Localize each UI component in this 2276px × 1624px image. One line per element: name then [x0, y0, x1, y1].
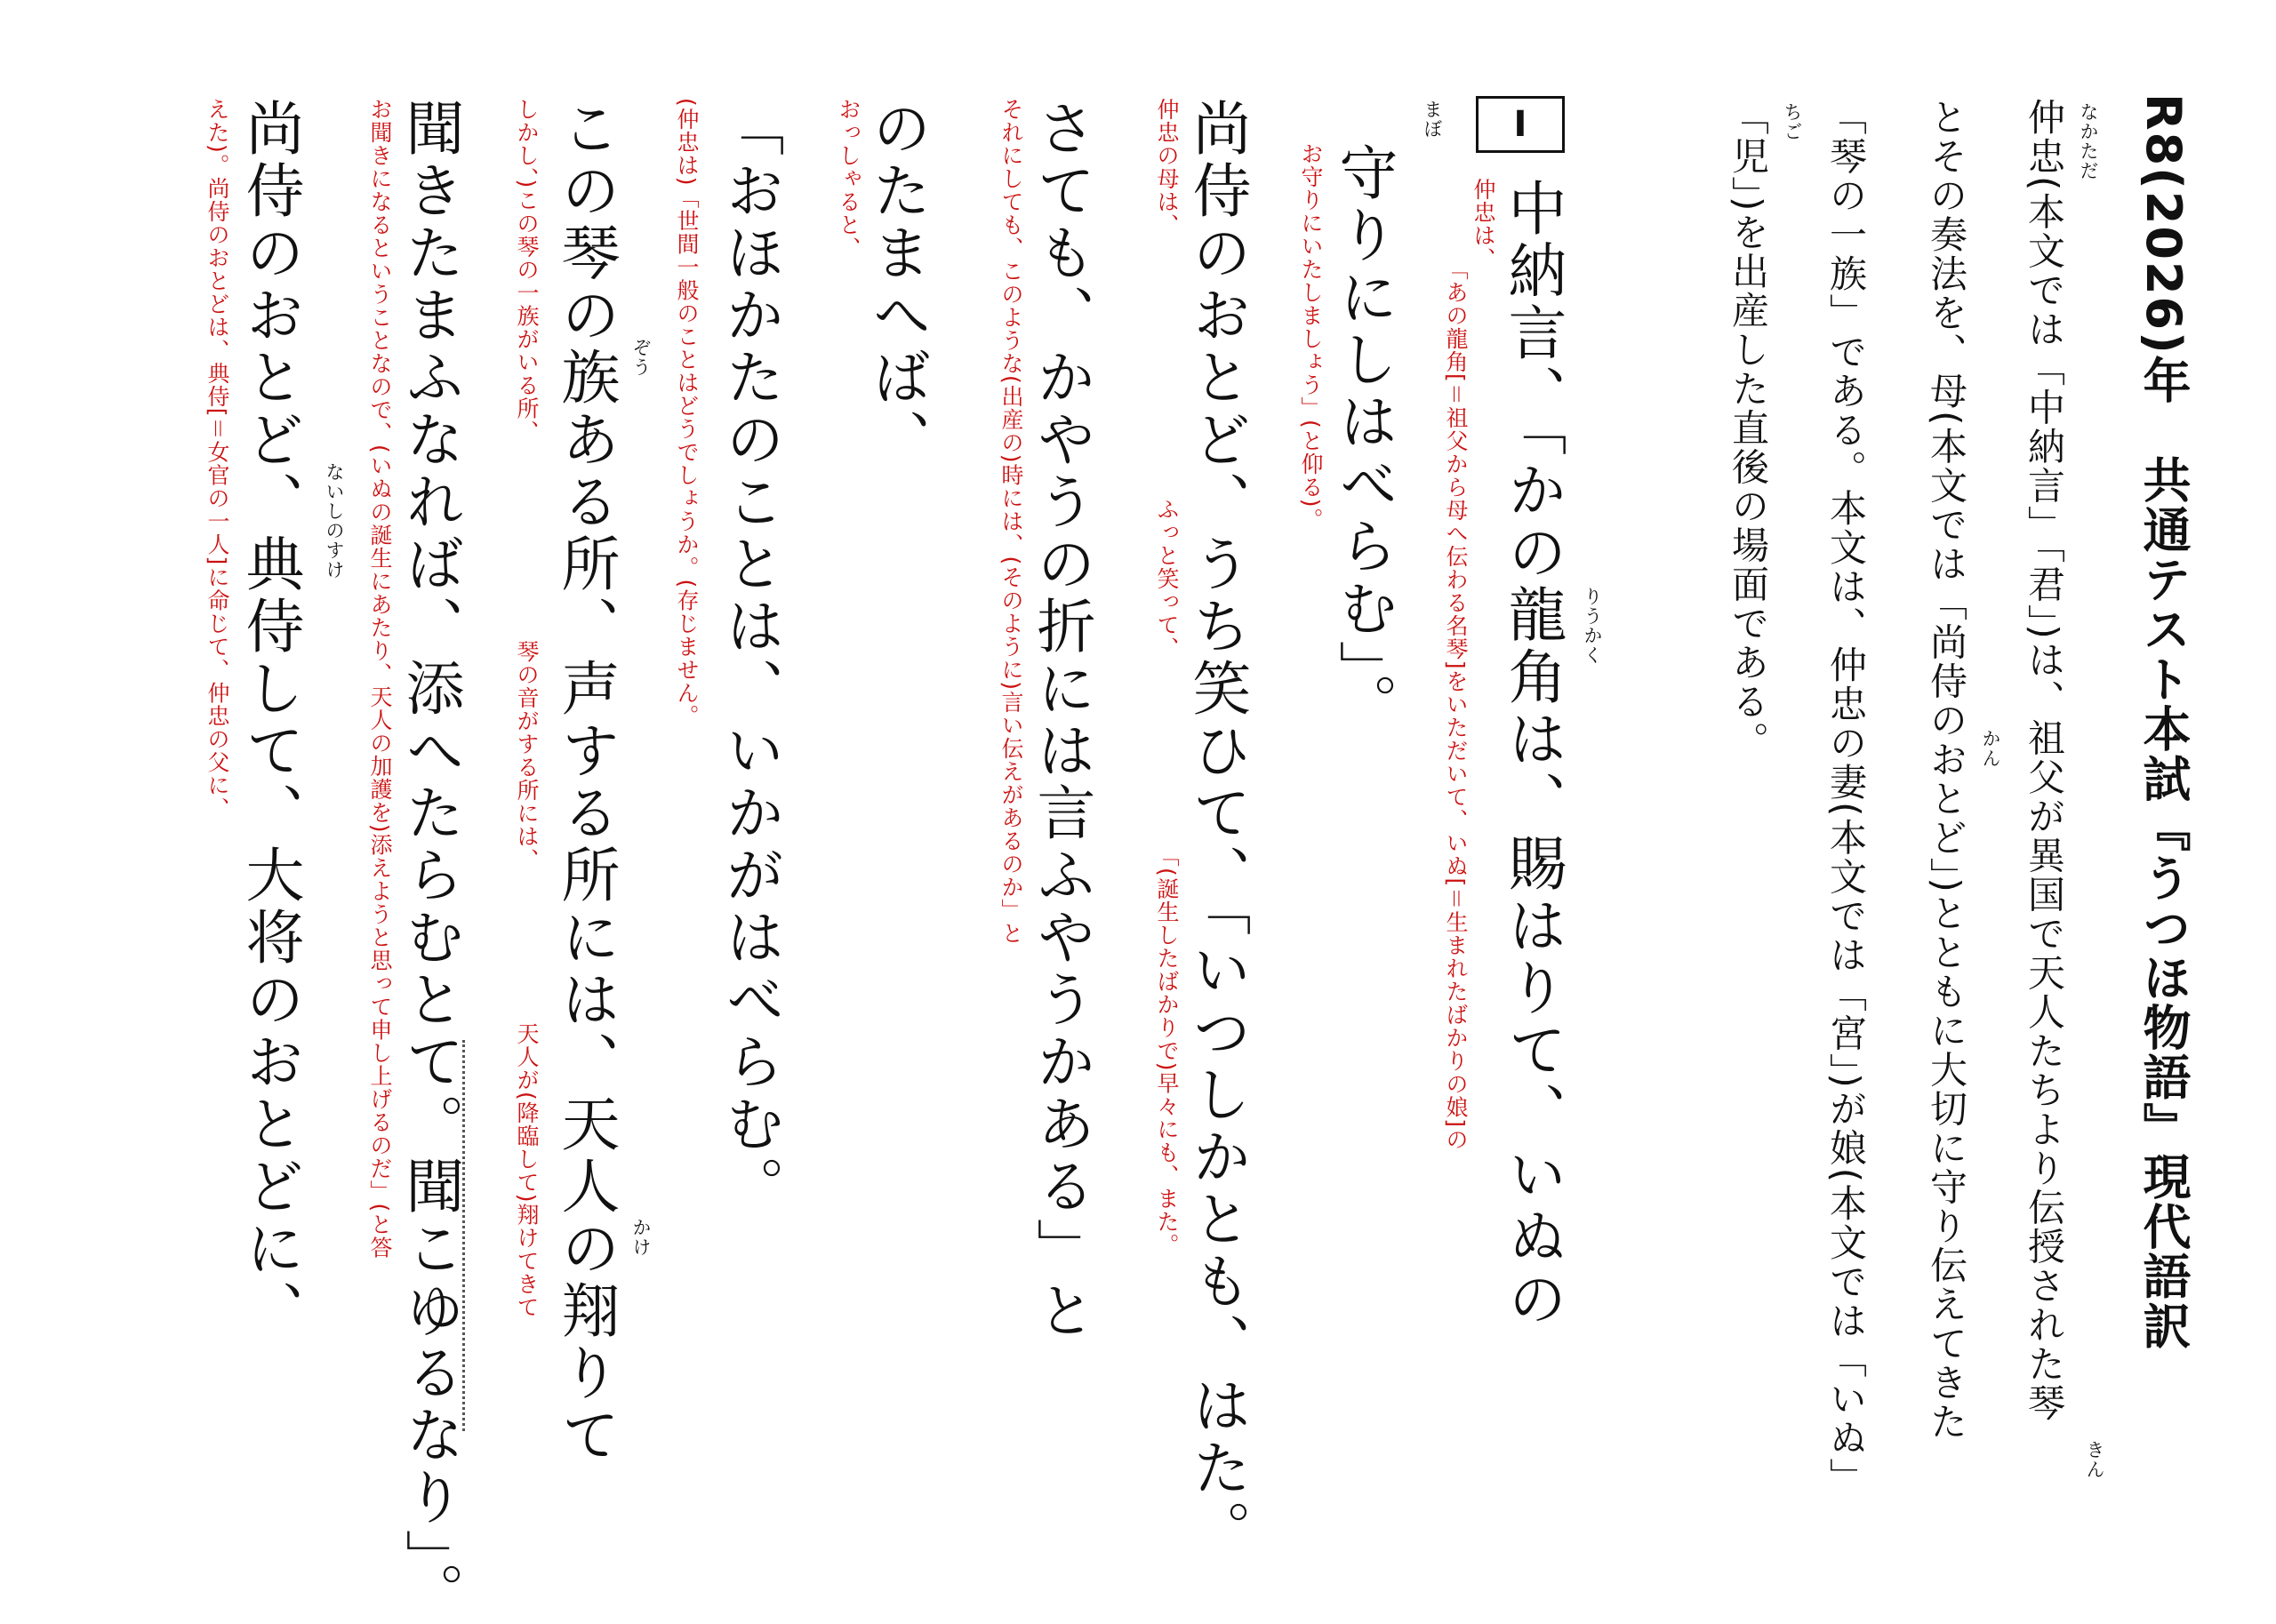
trans-line-1b: 「あの龍角[＝祖父から母へ伝わる名琴]をいただいて、いぬ[＝生まれたばかりの娘]の: [1443, 258, 1469, 1152]
ruby-kake: かけ: [630, 1218, 652, 1257]
trans-line-6: (仲忠は)「世間一般のことはどうでしょうか。(存じません。: [674, 98, 700, 728]
main-line-4: さても、かやうの折には言ふやうかある」と: [1027, 98, 1095, 1342]
main-line-9: 尚侍のおとど、典侍して、大将のおとどに、: [236, 98, 304, 1342]
ruby-naishinosuke: ないしのすけ: [324, 462, 345, 580]
trans-line-4: それにしても、このような(出産の)時には、(そのように)言い伝えがあるのか」と: [998, 98, 1024, 946]
dotted-underline: [462, 1040, 465, 1431]
main-line-2: 守りにしはべらむ」。: [1329, 142, 1398, 735]
intro-line-1: 仲忠(本文では「中納言」「君」)は、祖父が異国で天人たちより伝授された琴: [2023, 98, 2066, 1423]
trans-line-3c: 「(誕生したばかりで)早々にも、また。: [1154, 844, 1180, 1257]
trans-line-7a: しかし、)この琴の一族がいる所、: [514, 98, 540, 444]
main-line-8: 聞きたまふなれば、添へたらむとて。聞こゆるなり」。: [396, 98, 464, 1624]
trans-line-3a: 仲忠の母は、: [1154, 98, 1180, 236]
trans-line-1a: 仲忠は、: [1471, 178, 1496, 270]
ruby-ryuukaku: りうかく: [1582, 587, 1603, 665]
ruby-kan: かん: [1980, 729, 2001, 768]
ruby-kin: きん: [2084, 1440, 2105, 1479]
trans-line-7c: 天人が(降臨して)翔けてきて: [514, 1022, 540, 1319]
intro-line-3: 「琴の一族」である。本文は、仲忠の妻(本文では「宮」)が娘(本文では「いぬ」: [1824, 98, 1868, 1498]
trans-line-5: おっしゃると、: [836, 98, 862, 260]
trans-line-9: えた)。尚侍のおとどは、典侍[＝女官の一人]に命じて、仲忠の父に、: [204, 98, 230, 820]
ruby-zou: ぞう: [630, 338, 652, 377]
section-label: I: [1476, 96, 1565, 153]
page-title: R8(2026)年 共通テスト本試『うつほ物語』現代語訳: [2136, 93, 2192, 1351]
main-line-5: のたまへば、: [862, 98, 931, 471]
trans-line-7b: 琴の音がする所には、: [514, 640, 540, 871]
ruby-nakatada: なかただ: [2078, 102, 2099, 180]
main-line-7: この琴の族ある所、声する所には、天人の翔りて: [551, 98, 620, 1467]
main-line-3: 尚侍のおとど、うち笑ひて、「いつしかとも、はた。: [1182, 98, 1251, 1562]
intro-line-4: 「児」)を出産した直後の場面である。: [1727, 98, 1770, 761]
ruby-chigo: ちご: [1782, 102, 1803, 141]
trans-line-3b: ふっと笑って、: [1154, 498, 1180, 660]
main-line-1: 中納言、「かの龍角は、賜はりて、いぬの: [1498, 178, 1567, 1331]
main-line-6: 「おほかたのことは、いかがはべらむ。: [716, 98, 784, 1218]
trans-line-8: お聞きになるということなので、(いぬの誕生にあたり、天人の加護を)添えようと思って申し上げるのだ」(と答: [367, 98, 393, 1260]
ruby-mabo: まぼ: [1422, 100, 1443, 139]
intro-line-2: とその奏法を、母(本文では「尚侍のおとど」)とともに大切に守り伝えてきた: [1925, 98, 1968, 1442]
trans-line-2: お守りにいたしましょう」(と仰る)。: [1298, 142, 1324, 532]
